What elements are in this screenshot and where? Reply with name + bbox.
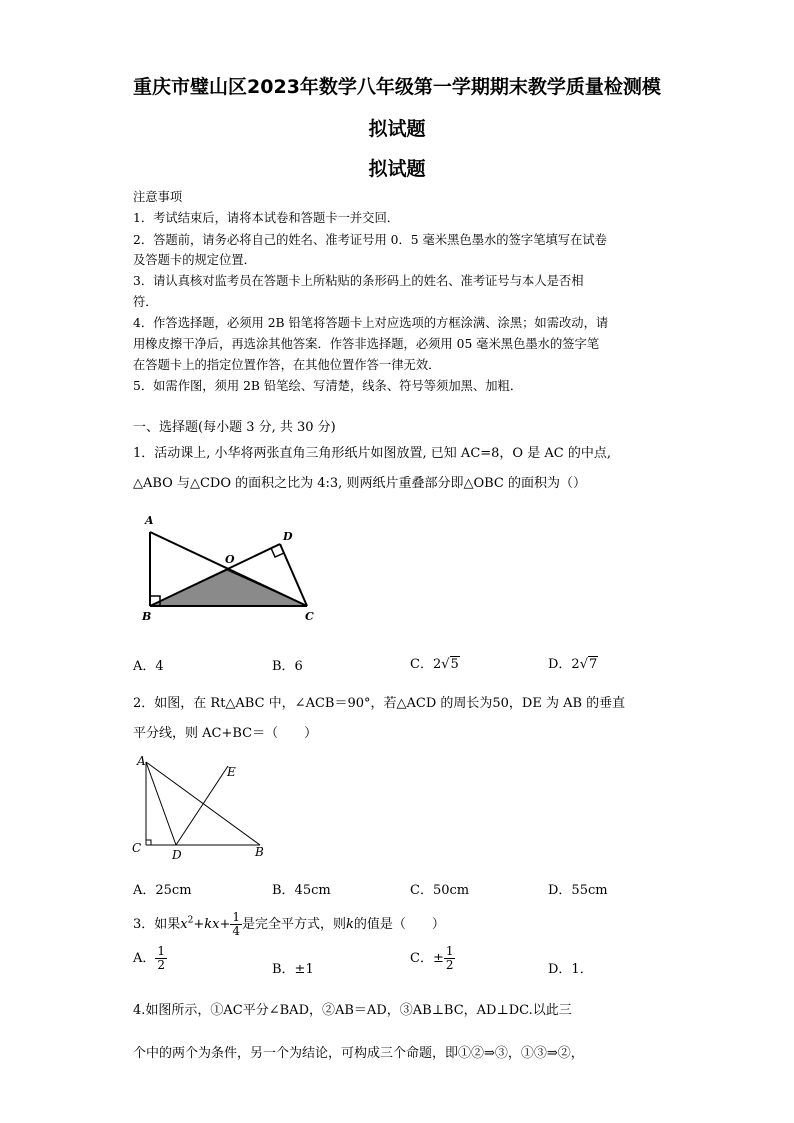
- q1-option-a[interactable]: A．4: [133, 659, 164, 674]
- notes-line-9: 5．如需作图，须用 2B 铅笔绘、写清楚，线条、符号等须加黑、加粗．: [133, 379, 523, 393]
- q1-option-d-prefix: D．2: [548, 657, 580, 672]
- q1-label-d: D: [283, 530, 293, 543]
- q3-option-b[interactable]: B．±1: [272, 962, 314, 977]
- q1-label-o: O: [225, 553, 235, 566]
- q3-suffix: 的值是（ ）: [353, 917, 445, 932]
- q2-option-d[interactable]: D．55cm: [548, 883, 608, 898]
- q3-option-c-den: 2: [445, 958, 454, 972]
- notes-line-6: 4．作答选择题，必须用 2B 铅笔将答题卡上对应选项的方框涂满、涂黑；如需改动，请: [133, 316, 609, 330]
- q1-stem-line2: △ABO 与△CDO 的面积之比为 4:3, 则两纸片重叠部分即△OBC 的面积为（）: [133, 476, 586, 491]
- q3-option-a-den: 2: [157, 958, 166, 972]
- q3-fraction: [230, 911, 242, 938]
- q3-option-c-label: C．±: [410, 951, 444, 966]
- q2-right-angle-c: [146, 840, 151, 845]
- q3-option-a-num: 1: [157, 944, 166, 958]
- q3-k: k: [346, 917, 354, 932]
- q2-edge-de: [176, 766, 228, 845]
- q2-edge-ad: [146, 762, 176, 845]
- q1-option-d[interactable]: D．2√7: [548, 657, 598, 672]
- notes-line-1: 1．考试结束后，请将本试卷和答题卡一并交回．: [133, 211, 400, 225]
- q4-stem-line2: 个中的两个为条件，另一个为结论，可构成三个命题，即①②⇒③，①③⇒②，: [133, 1046, 584, 1061]
- notes-heading: 注意事项: [133, 190, 183, 204]
- exam-title-line3: 拟试题: [368, 158, 426, 180]
- q1-option-c-radicand: 5: [450, 657, 459, 672]
- q1-overlap-shaded: [150, 570, 307, 606]
- q2-figure: [128, 752, 278, 864]
- q3-option-c-frac: [444, 945, 456, 972]
- q3-expr-x: x: [180, 917, 188, 932]
- q1-option-c-prefix: C．2: [410, 657, 442, 672]
- q2-label-d: D: [172, 848, 182, 862]
- exam-title-line1: 重庆市璧山区2023年数学八年级第一学期期末教学质量检测模: [133, 76, 661, 98]
- q3-option-a[interactable]: [133, 945, 167, 972]
- q4-stem-line1: 4.如图所示，①AC平分∠BAD，②AB＝AD，③AB⊥BC，AD⊥DC.以此三: [133, 1003, 572, 1018]
- q1-label-c: C: [305, 610, 314, 623]
- q3-frac-den: 4: [232, 924, 240, 938]
- section-heading: 一、选择题(每小题 3 分, 共 30 分): [133, 420, 336, 435]
- q1-figure: [135, 510, 325, 628]
- q2-option-a[interactable]: A．25cm: [133, 883, 192, 898]
- q2-option-c[interactable]: C．50cm: [410, 883, 470, 898]
- notes-line-5: 符．: [133, 295, 158, 309]
- notes-line-7: 用橡皮擦干净后，再选涂其他答案．作答非选择题，必须用 05 毫米黑色墨水的签字笔: [133, 337, 600, 351]
- notes-line-4: 3．请认真核对监考员在答题卡上所粘贴的条形码上的姓名、准考证号与本人是否相: [133, 274, 584, 288]
- q3-middle: 是完全平方式，则: [242, 917, 347, 932]
- q2-label-b: B: [255, 845, 264, 859]
- q3-expr-mid: +kx+: [193, 917, 231, 932]
- q3-option-c-num: 1: [445, 944, 454, 958]
- q1-label-a: A: [145, 514, 154, 527]
- q1-label-b: B: [142, 610, 152, 623]
- q3-stem: [133, 911, 445, 938]
- exam-title-line2: 拟试题: [368, 118, 426, 140]
- q2-option-b[interactable]: B．45cm: [272, 883, 331, 898]
- q1-option-c[interactable]: C．2√5: [410, 657, 459, 672]
- q2-label-e: E: [227, 765, 236, 779]
- q2-label-a: A: [137, 754, 146, 768]
- notes-line-8: 在答题卡上的指定位置作答，在其他位置作答一律无效．: [133, 358, 441, 372]
- q3-expr-sup: 2: [187, 915, 194, 926]
- q3-frac-num: 1: [232, 910, 240, 924]
- q3-option-a-label: A．: [133, 951, 156, 966]
- q1-option-d-radicand: 7: [589, 657, 598, 672]
- q1-option-b[interactable]: B．6: [272, 659, 303, 674]
- q3-option-c[interactable]: [410, 945, 455, 972]
- notes-line-2: 2．答题前，请务必将自己的姓名、准考证号用 0．5 毫米黑色墨水的签字笔填写在试卷: [133, 233, 607, 247]
- q3-option-a-frac: [155, 945, 167, 972]
- q2-label-c: C: [132, 841, 142, 855]
- q3-option-d[interactable]: D．1．: [548, 962, 593, 977]
- q1-stem-line1: 1．活动课上, 小华将两张直角三角形纸片如图放置, 已知 AC=8，O 是 AC 的中点,: [133, 446, 611, 461]
- q2-stem-line1: 2．如图，在 Rt△ABC 中，∠ACB＝90°，若△ACD 的周长为50，DE 为 AB 的垂直: [133, 696, 626, 711]
- q3-prefix: 3．如果: [133, 917, 181, 932]
- notes-line-3: 及答题卡的规定位置．: [133, 253, 256, 267]
- q2-stem-line2: 平分线，则 AC+BC＝（ ）: [133, 726, 318, 741]
